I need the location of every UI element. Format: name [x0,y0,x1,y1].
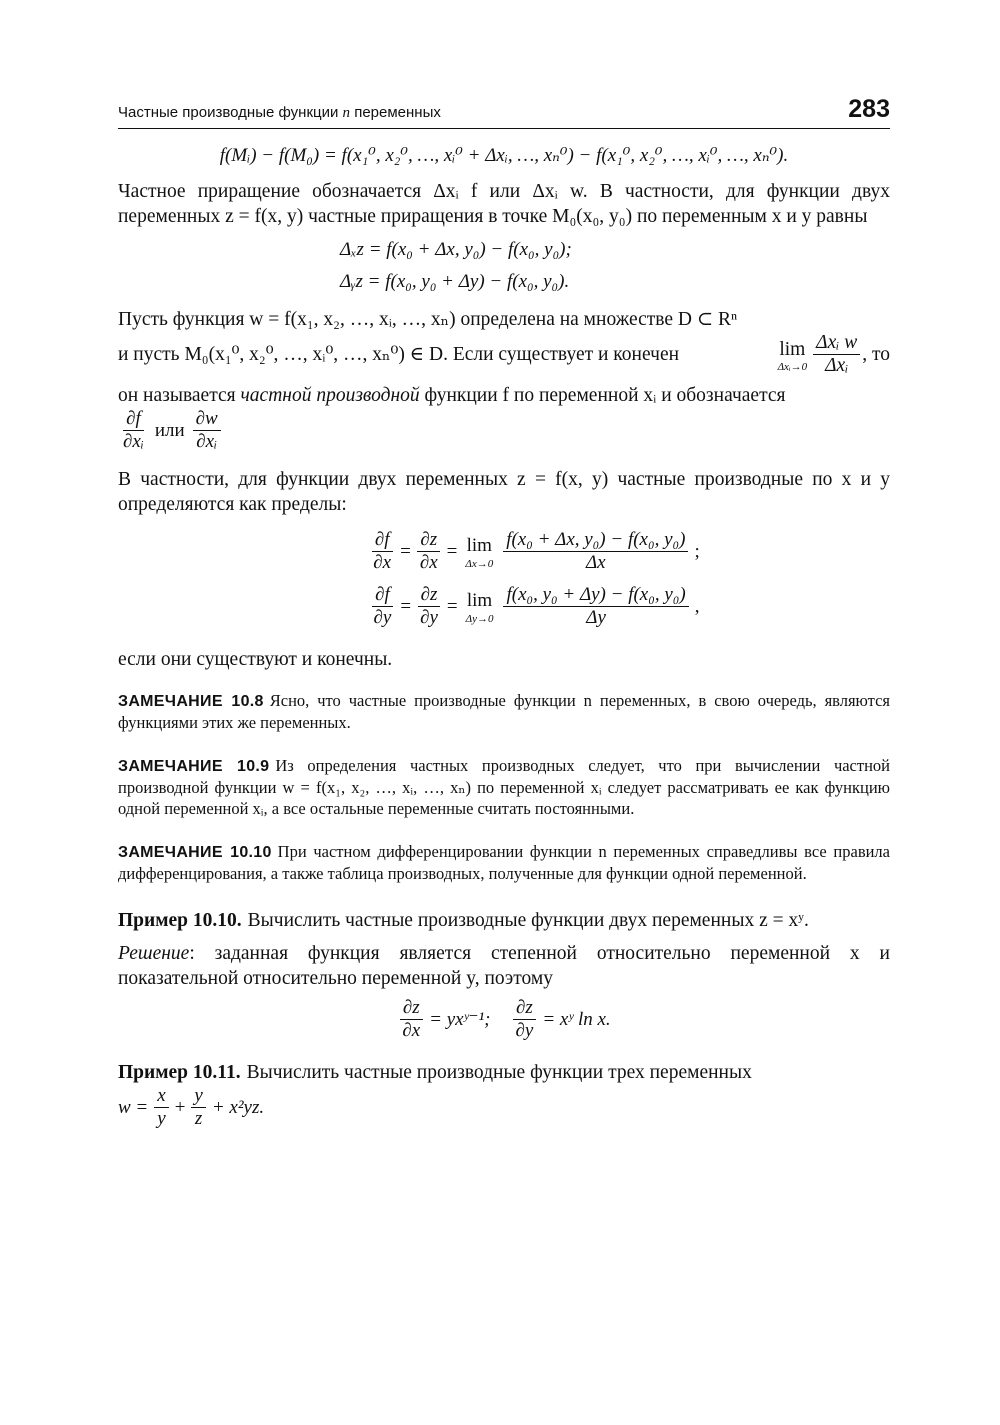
paragraph-partial-increment: Частное приращение обозначается Δxᵢ f или Δxᵢ w. В частности, для функции двух переменных z = f(x, y) частные приращения в точке M₀(x₀, y₀) по переменным x и y равны [118,181,890,227]
header-title-text-end: переменных [350,104,441,121]
solution-label: Решение [118,943,190,964]
formula-punctuation: , [694,595,700,617]
fraction-df-dx [370,529,394,574]
fraction-denominator: Δy [586,607,606,628]
header-title-text: Частные производные функции [118,104,343,121]
fraction-x-over-y [154,1085,168,1130]
notation-fraction-w [193,408,221,453]
formula-delta-y: Δᵧz = f(x₀, y₀ + Δy) − f(x₀, y₀). [340,271,570,292]
difference-quotient-x [503,529,688,574]
formula-increment: f(Mᵢ) − f(M₀) = f(x₁⁰, x₂⁰, …, xᵢ⁰ + Δxᵢ, …, xₙ⁰) − f(x₁⁰, x₂⁰, …, xᵢ⁰, …, xₙ⁰). [219,145,789,166]
fraction-y-over-z [191,1085,205,1130]
example-label: Пример 10.10. [118,910,242,931]
formula-derivative-y [178,584,890,629]
fraction-numerator: y [191,1085,205,1108]
fraction-denominator: ∂x [402,1020,421,1041]
limit-subscript: Δy→0 [465,613,494,625]
example-10-11 [118,1060,890,1085]
fraction-dz-dx [417,529,441,574]
solution-text: : заданная функция является степенной относительно переменной x и показательной относительно переменной y, поэтому [118,943,890,989]
fraction-denominator: ∂x [373,552,392,573]
fraction-numerator: ∂f [123,408,144,431]
limit-operator [465,533,493,570]
fraction-denominator: z [194,1108,203,1129]
fraction-dz-dy [513,997,537,1042]
example-text: Вычислить частные производные функции трех переменных [246,1062,752,1083]
remark-label: ЗАМЕЧАНИЕ 10.10 [118,844,272,861]
textbook-page [118,92,890,1130]
fraction-denominator: ∂xᵢ [196,431,218,452]
limit-word: lim [466,590,493,611]
remark-label: ЗАМЕЧАНИЕ 10.9 [118,758,270,775]
fraction-numerator: ∂f [372,529,393,552]
header-title-var: n [342,105,351,121]
example-10-10 [118,908,890,933]
paragraph-two-variables: В частности, для функции двух переменных z = f(x, y) частные производные по x и y определяются как пределы: [118,469,890,515]
remark-10-10 [118,841,890,884]
formula-derivative-x [178,529,890,574]
equals-sign: = [446,595,458,617]
fraction-numerator: ∂z [418,584,441,607]
definition-limit [774,332,890,377]
fraction-dz-dy [417,584,441,629]
paragraph-definition-line1: Пусть функция w = f(x₁, x₂, …, xᵢ, …, xₙ) определена на множестве D ⊂ Rⁿ [118,309,738,330]
fraction-df-dy [371,584,395,629]
fraction-numerator: ∂z [513,997,536,1020]
fraction-denominator: y [157,1108,166,1129]
function-rest: + x²yz. [211,1096,265,1118]
formula-punctuation: ; [694,540,700,562]
fraction-numerator: Δxᵢ w [813,332,860,355]
text-segment-end: функции f по переменной xᵢ и обозначается [419,385,786,406]
notation-or: или [154,419,185,441]
example-10-10-solution [118,941,890,991]
remark-10-8 [118,690,890,733]
limit-subscript: Δx→0 [465,558,494,570]
paragraph-definition-line2 [118,332,890,377]
fraction-numerator: ∂f [372,584,393,607]
fraction-denominator: ∂y [515,1020,534,1041]
function-lhs: w = [118,1096,149,1118]
limit-word: lim [779,338,806,360]
limit-word: lim [466,535,492,556]
fraction-numerator: f(x₀ + Δx, y₀) − f(x₀, y₀) [503,529,688,552]
paragraph-conditions: если они существуют и конечны. [118,649,393,670]
term-partial-derivative: частной производной [240,385,420,406]
fraction-denominator: Δxᵢ [825,355,849,376]
formula-delta-x: Δₓz = f(x₀ + Δx, y₀) − f(x₀, y₀); [340,239,572,260]
fraction-numerator: x [154,1085,168,1108]
remark-text: Из определения частных производных следует, что при вычислении частной производной функции w = f(x₁, x₂, …, xᵢ, …, xₙ) по переменной xᵢ следует рассматривать ее как функцию одной переменной xᵢ, а все остальные переменные считать постоянными. [118,756,891,818]
page-number: 283 [848,95,890,123]
formula-example-function [118,1085,890,1130]
equals-sign: = [446,540,458,562]
definition-text: и пусть M₀(x₁⁰, x₂⁰, …, xᵢ⁰, …, xₙ⁰) ∈ D. Если существует и конечен [118,344,680,365]
fraction-denominator: ∂y [420,607,438,628]
derivative-x-result: = yxʸ⁻¹; [429,1008,491,1030]
increment-ratio-fraction [813,332,860,377]
fraction-numerator: ∂w [193,408,221,431]
notation-line [118,408,890,453]
fraction-denominator: ∂y [373,607,392,628]
fraction-numerator: ∂z [400,997,423,1020]
fraction-numerator: f(x₀, y₀ + Δy) − f(x₀, y₀) [503,584,688,607]
limit-operator [778,337,808,373]
header-title [118,104,441,122]
notation-fraction-f [120,408,147,453]
equals-sign: = [400,595,412,617]
fraction-denominator: ∂x [419,552,438,573]
derivative-y-result: = xʸ ln x. [542,1008,611,1030]
fraction-denominator: ∂xᵢ [123,431,144,452]
limit-operator [466,588,494,625]
remark-text: Ясно, что частные производные функции n переменных, в свою очередь, являются функциями этих же переменных. [118,691,890,732]
paragraph-partial-derivative [118,383,890,408]
fraction-dz-dx [399,997,423,1042]
remark-label: ЗАМЕЧАНИЕ 10.8 [118,693,264,710]
remark-text: При частном дифференцировании функции n переменных справедливы все правила дифференцирования, а также таблица производных, полученные для функции одной переменной. [118,842,890,883]
difference-quotient-y [503,584,688,629]
text-segment: он называется [118,385,241,406]
example-text: Вычислить частные производные функции двух переменных z = xʸ. [247,910,809,931]
fraction-denominator: Δx [586,552,606,573]
plus-sign: + [174,1096,186,1118]
fraction-numerator: ∂z [417,529,440,552]
remark-10-9 [118,755,890,819]
running-header [118,92,890,129]
definition-text-end: , то [862,344,890,365]
equals-sign: = [400,540,411,562]
example-label: Пример 10.11. [118,1062,241,1083]
formula-example-derivatives [118,997,890,1042]
limit-subscript: Δxᵢ→0 [777,360,808,373]
